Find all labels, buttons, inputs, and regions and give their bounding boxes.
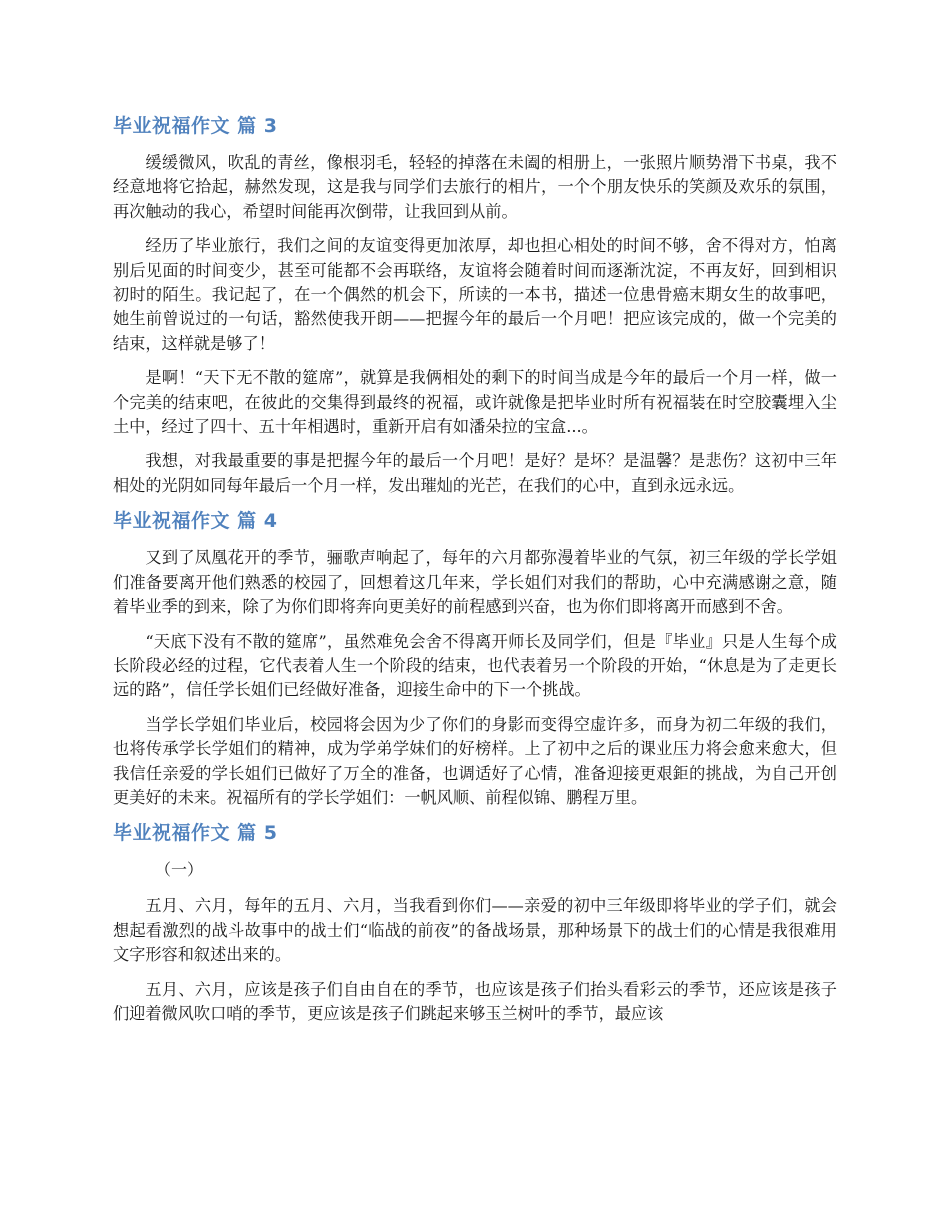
paragraph: 经历了毕业旅行，我们之间的友谊变得更加浓厚，却也担心相处的时间不够，舍不得对方，怕离别后见面的时间变少，甚至可能都不会再联络，友谊将会随着时间而逐渐沈淀，不再友好，回到相识初时的陌生。我记起了，在一个偶然的机会下，所读的一本书，描述一位患骨癌末期女生的故事吧，她生前曾说过的一句话，豁然使我开朗——把握今年的最后一个月吧！把应该完成的，做一个完美的结束，这样就是够了！: [113, 236, 837, 353]
paragraph: “天底下没有不散的筵席”，虽然难免会舍不得离开师长及同学们，但是『毕业』只是人生每个成长阶段必经的过程，它代表着人生一个阶段的结束，也代表着另一个阶段的开始，“休息是为了走更长远的路”，信任学长姐们已经做好准备，迎接生命中的下一个挑战。: [113, 631, 837, 700]
paragraph: 当学长学姐们毕业后，校园将会因为少了你们的身影而变得空虚许多，而身为初二年级的我们，也将传承学长学姐们的精神，成为学弟学妹们的好榜样。上了初中之后的课业压力将会愈来愈大，但我信任亲爱的学长姐们已做好了万全的准备，也调适好了心情，准备迎接更艰鉅的挑战，为自己开创更美好的未来。祝福所有的学长学姐们：一帆风顺、前程似锦、鹏程万里。: [113, 714, 837, 807]
paragraph: 又到了凤凰花开的季节，骊歌声响起了，每年的六月都弥漫着毕业的气氛，初三年级的学长学姐们准备要离开他们熟悉的校园了，回想着这几年来，学长姐们对我们的帮助，心中充满感谢之意，随着毕业季的到来，除了为你们即将奔向更美好的前程感到兴奋，也为你们即将离开而感到不舍。: [113, 548, 837, 617]
paragraph: 缓缓微风，吹乱的青丝，像根羽毛，轻轻的掉落在未阖的相册上，一张照片顺势滑下书桌，我不经意地将它拾起，赫然发现，这是我与同学们去旅行的相片，一个个朋友快乐的笑颜及欢乐的氛围，再次触动的我心，希望时间能再次倒带，让我回到从前。: [113, 153, 837, 221]
section-heading: 毕业祝福作文 篇 3: [113, 115, 278, 137]
section-heading: 毕业祝福作文 篇 4: [113, 510, 278, 533]
paragraph: 是啊！“天下无不散的筵席”，就算是我俩相处的剩下的时间当成是今年的最后一个月一样，做一个完美的结束吧，在彼此的交集得到最终的祝福，或许就像是把毕业时所有祝福装在时空胶囊埋入尘土中，经过了四十、五十年相遇时，重新开启有如潘朵拉的宝盒...。: [113, 368, 837, 437]
section-heading: 毕业祝福作文 篇 5: [113, 822, 278, 845]
paragraph: 我想，对我最重要的事是把握今年的最后一个月吧！是好？是坏？是温馨？是悲伤？这初中三年相处的光阴如同每年最后一个月一样，发出璀灿的光芒，在我们的心中，直到永远永远。: [113, 451, 837, 495]
subsection-label: （一）: [155, 860, 204, 880]
paragraph: 五月、六月，应该是孩子们自由自在的季节，也应该是孩子们抬头看彩云的季节，还应该是孩子们迎着微风吹口哨的季节，更应该是孩子们跳起来够玉兰树叶的季节，最应该: [113, 979, 837, 1023]
section-4: [113, 508, 837, 810]
section-3: [113, 113, 837, 498]
paragraph: 五月、六月，每年的五月、六月，当我看到你们——亲爱的初中三年级即将毕业的学子们，就会想起看激烈的战斗故事中的战士们“临战的前夜”的备战场景，那种场景下的战士们的心情是我很难用文字形容和叙述出来的。: [113, 896, 837, 965]
section-5: [113, 820, 837, 1026]
